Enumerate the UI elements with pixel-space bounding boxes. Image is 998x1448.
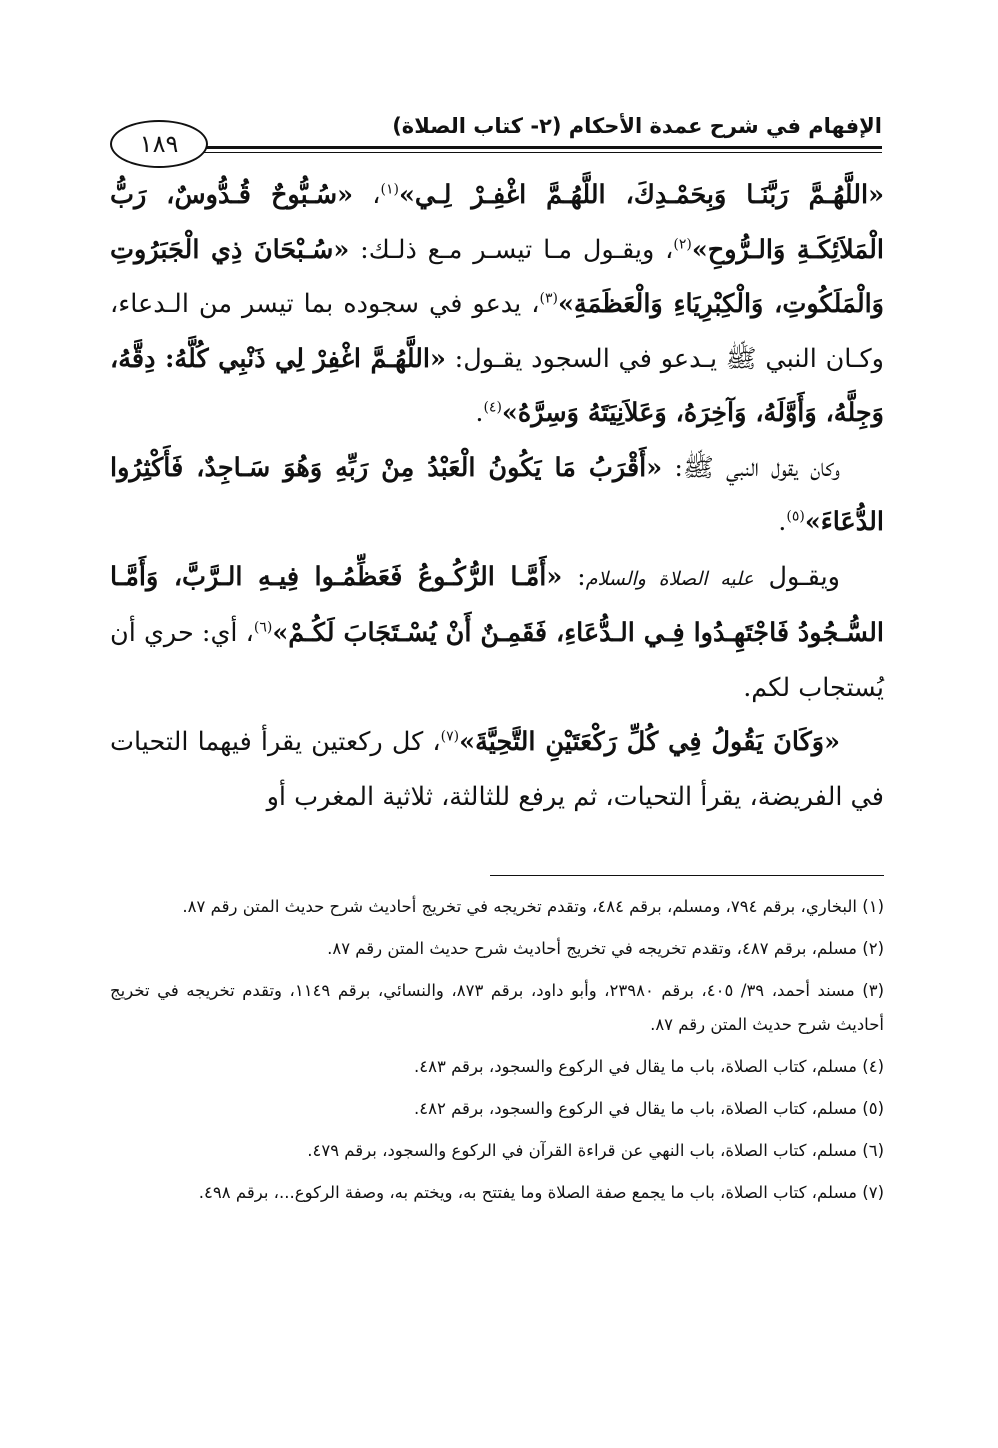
footnote-text: البخاري، برقم ٧٩٤، ومسلم، برقم ٤٨٤، وتقدم تخريجه في تخريج أحاديث شرح حديث المتن رقم ٨٧. xyxy=(182,897,857,916)
footnote-7 xyxy=(110,1176,884,1210)
text-run: وكان يقول النبي ﷺ: xyxy=(662,452,840,483)
footnote-number: (١) xyxy=(862,897,884,916)
footnote-ref[interactable]: (٥) xyxy=(786,508,805,525)
page-number-oval xyxy=(110,120,208,168)
text-run: ، كل ركعتين يقرأ فيهما التحيات في الفريضة، يقرأ التحيات، ثم يرفع للثالثة، ثلاثية المغرب أو xyxy=(110,727,884,812)
text-run: ويقـول xyxy=(753,561,840,592)
footnote-ref[interactable]: (٤) xyxy=(483,399,502,416)
quote: «اللَّهُـمَّ رَبَّنَـا وَبِحَمْـدِكَ، اللَّهُـمَّ اغْفِـرْ لِـي» xyxy=(398,180,884,210)
footnote-ref[interactable]: (٦) xyxy=(253,619,273,636)
footnote-number: (٢) xyxy=(862,939,884,958)
quote: «سُـبْحَانَ ذِي الْجَبَرُوتِ وَالْمَلَكُوتِ، وَالْكِبْرِيَاءِ وَالْعَظَمَةِ» xyxy=(110,234,884,319)
text-run: : xyxy=(562,561,586,592)
paragraph-4 xyxy=(110,715,884,824)
quote: «وَكَانَ يَقُولُ فِي كُلِّ رَكْعَتَيْنِ التَّحِيَّةَ» xyxy=(459,727,840,757)
running-header xyxy=(110,108,882,168)
quote: «أَقْرَبُ مَا يَكُونُ الْعَبْدُ مِنْ رَبِّهِ وَهُوَ سَـاجِدٌ، فَأَكْثِرُوا الدُّعَاءَ» xyxy=(110,452,884,537)
footnote-separator xyxy=(490,875,884,876)
text-run: ، ويقـول مـا تيسـر مـع ذلـك: xyxy=(349,234,674,265)
footnote-2 xyxy=(110,932,884,966)
header-rule-thin xyxy=(190,152,882,153)
footnote-text: مسلم، برقم ٤٨٧، وتقدم تخريجه في تخريج أحاديث شرح حديث المتن رقم ٨٧. xyxy=(327,939,857,958)
footnote-ref[interactable]: (٧) xyxy=(440,728,460,745)
footnote-text: مسلم، كتاب الصلاة، باب ما يقال في الركوع والسجود، برقم ٤٨٣. xyxy=(413,1057,857,1076)
paragraph-1: «اللَّهُـمَّ رَبَّنَـا وَبِحَمْـدِكَ، اللَّهُـمَّ اغْفِـرْ لِـي»$^{(١)}$، «سُـبُّوحٌ قُـدُّوسٌ، رَبُّ الْمَلاَئِكَـةِ وَالـرُّوحِ»$^{(٢)}$، ويقـول مـا تيسـر مـع ذلـك: «سُـبْحَانَ ذِي الْجَبَرُوتِ وَالْمَلَكُوتِ، وَالْكِبْرِيَاءِ وَالْعَظَمَةِ»$^{(٣)}$، يدعو في سجوده بما تيسر من الـدعاء، وكـان النبي ﷺ يـدعو في السجود يقـول: «اللَّهُـمَّ اغْفِرْ لِي ذَنْبِي كُلَّهُ: دِقَّهُ، وَجِلَّهُ، وَأَوَّلَهُ، وَآخِرَهُ، وَعَلاَنِيَتَهُ وَسِرَّهُ»$^{(٤)}$. xyxy=(110,180,884,428)
footnote-number: (٥) xyxy=(862,1099,884,1118)
footnote-ref[interactable]: (١) xyxy=(380,181,399,198)
footnote-4 xyxy=(110,1050,884,1084)
header-rule-thick xyxy=(190,146,882,149)
text-run: ، يدعو في سجوده بما تيسر من الـدعاء، وكـان النبي ﷺ يـدعو في السجود يقـول: xyxy=(110,289,884,374)
footnote-number: (٣) xyxy=(862,981,884,1000)
footnote-ref[interactable]: (٣) xyxy=(539,290,558,307)
footnote-3 xyxy=(110,974,884,1042)
header-title: الإفهام في شرح عمدة الأحكام (٢- كتاب الصلاة) xyxy=(392,114,882,138)
footnote-number: (٦) xyxy=(862,1141,884,1160)
footnote-text: مسلم، كتاب الصلاة، باب النهي عن قراءة القرآن في الركوع والسجود، برقم ٤٧٩. xyxy=(307,1141,857,1160)
footnote-ref[interactable]: (٢) xyxy=(673,236,692,252)
page-number: ١٨٩ xyxy=(139,130,179,158)
footnote-number: (٧) xyxy=(862,1183,884,1202)
footnote-1 xyxy=(110,890,884,924)
main-text xyxy=(110,168,884,824)
footnote-text: مسند أحمد، ٣٩/ ٤٠٥، برقم ٢٣٩٨٠، وأبو داود، برقم ٨٧٣، والنسائي، برقم ١١٤٩، وتقدم تخريجه في تخريج أحاديث شرح حديث المتن رقم ٨٧. xyxy=(110,981,884,1034)
text-run: ، أي: حري أن يُستجاب لكم. xyxy=(110,618,884,703)
paragraph-3 xyxy=(110,550,884,716)
footnote-text: مسلم، كتاب الصلاة، باب ما يجمع صفة الصلاة وما يفتتح به، ويختم به، وصفة الركوع...، برقم ٤٩٨. xyxy=(198,1183,857,1202)
footnotes xyxy=(110,890,884,1218)
paragraph-2: وكان يقول النبي ﷺ: «أَقْرَبُ مَا يَكُونُ الْعَبْدُ مِنْ رَبِّهِ وَهُوَ سَـاجِدٌ، فَأَكْثِرُوا الدُّعَاءَ»$^{(٥)}$. xyxy=(110,452,884,537)
footnote-text: مسلم، كتاب الصلاة، باب ما يقال في الركوع والسجود، برقم ٤٨٢. xyxy=(413,1099,857,1118)
footnote-6 xyxy=(110,1134,884,1168)
footnote-5 xyxy=(110,1092,884,1126)
quote: «أَمَّـا الرُّكُـوعُ فَعَظِّمُـوا فِيـهِ الـرَّبَّ، وَأَمَّـا السُّـجُودُ فَاجْتَهِـدُوا فِـي الـدُّعَاءِ، فَقَمِـنٌ أَنْ يُسْـتَجَابَ لَكُـمْ» xyxy=(110,561,884,648)
honorific: عليه الصلاة والسلام xyxy=(585,567,754,590)
footnote-number: (٤) xyxy=(862,1057,884,1076)
quote: «اللَّهُـمَّ اغْفِرْ لِي ذَنْبِي كُلَّهُ: دِقَّهُ، وَجِلَّهُ، وَأَوَّلَهُ، وَآخِرَهُ، وَعَلاَنِيَتَهُ وَسِرَّهُ» xyxy=(110,343,884,428)
quote: «سُـبُّوحٌ قُـدُّوسٌ، رَبُّ الْمَلاَئِكَـةِ وَالـرُّوحِ» xyxy=(110,180,884,265)
